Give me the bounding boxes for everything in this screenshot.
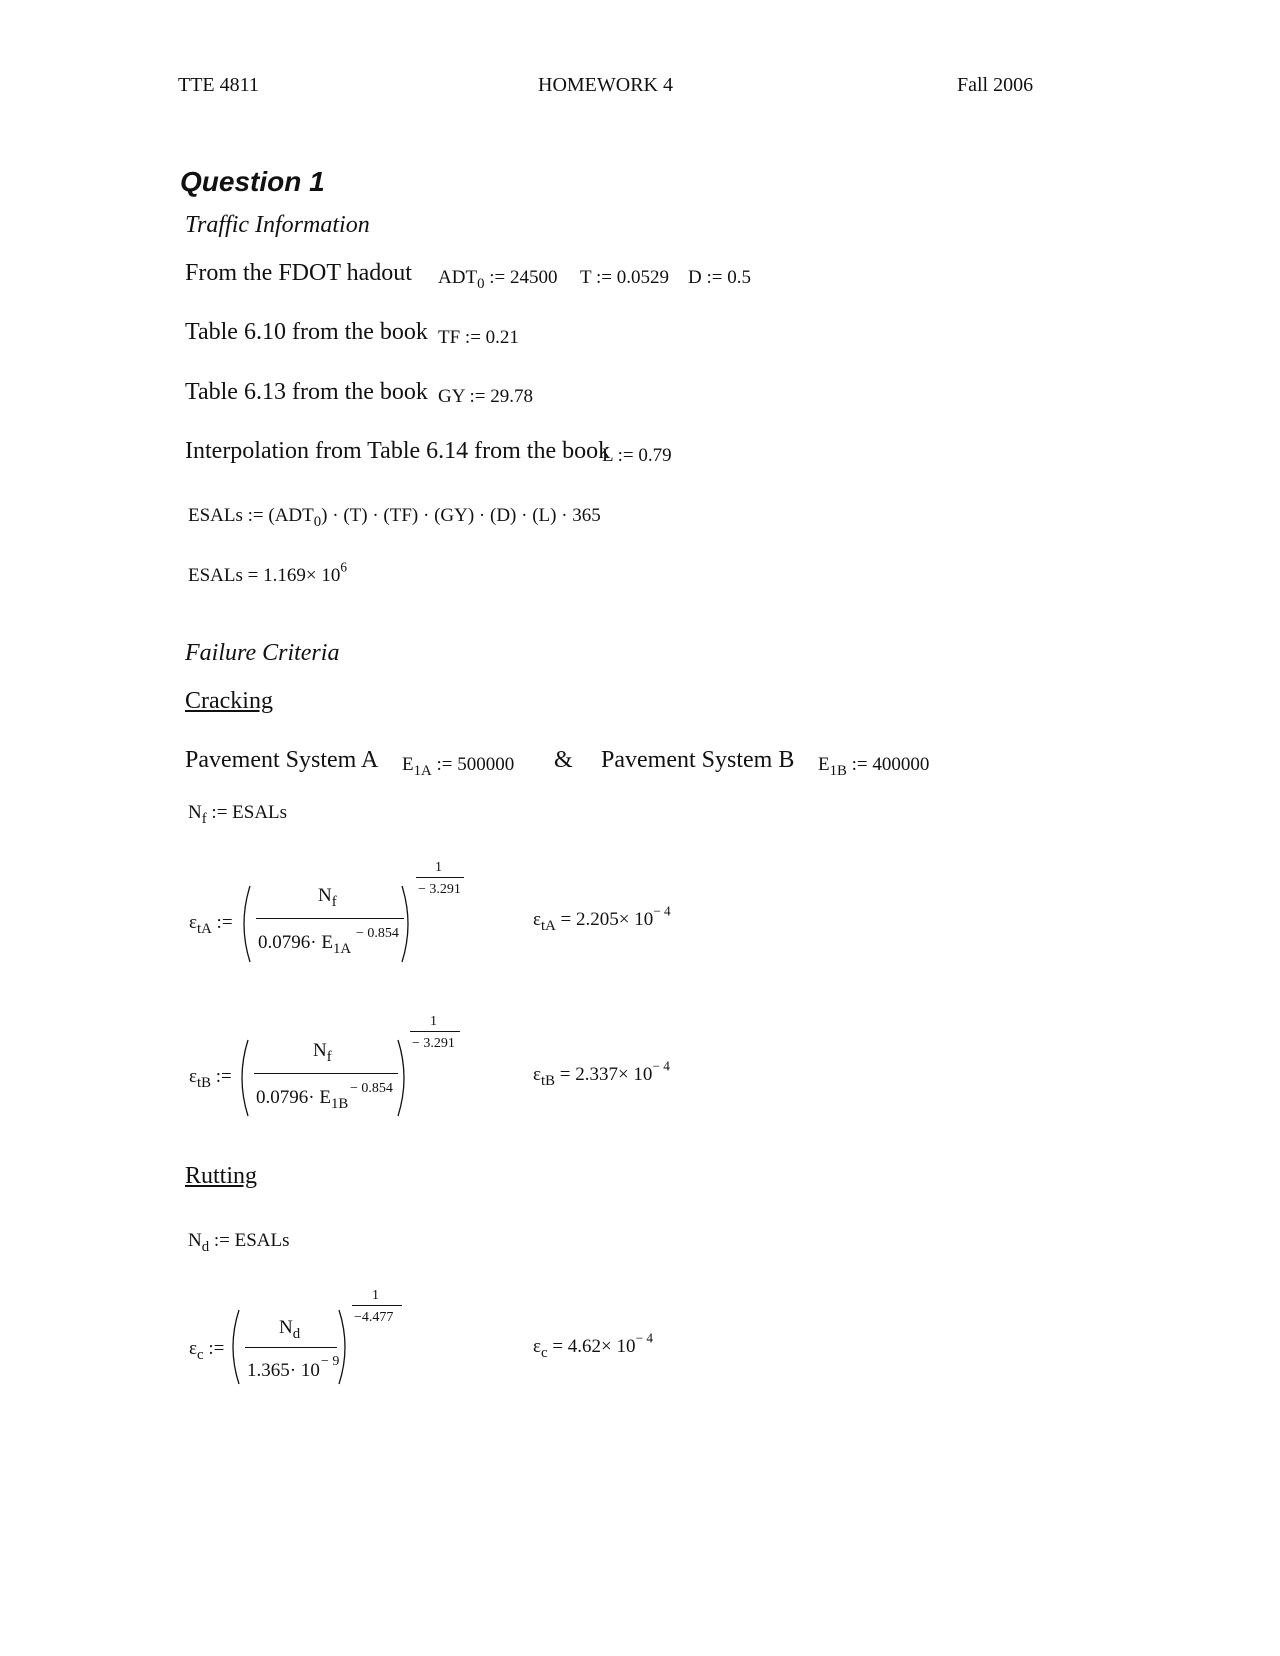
tf-expression: TF := 0.21 — [438, 327, 519, 348]
eps-ta-lhs: $\varepsilon_{tA}$ := — [189, 912, 233, 938]
eps-c-left-paren — [229, 1308, 241, 1386]
esals-result: ESALs = $1.169\times 10^6$ — [188, 559, 347, 586]
eps-c-lhs: $\varepsilon_c$ := — [189, 1338, 225, 1364]
e1b-expression: $E_{1B}$ := 400000 — [818, 754, 930, 780]
eps-ta-left-paren — [240, 884, 252, 964]
ampersand: & — [554, 747, 573, 773]
traffic-heading: Traffic Information — [185, 212, 370, 238]
document-title: HOMEWORK 4 — [538, 74, 673, 96]
fdot-label: From the FDOT hadout — [185, 260, 412, 286]
tf-label: Table 6.10 from the book — [185, 319, 428, 345]
eps-c-right-paren — [337, 1308, 349, 1386]
eps-tb-left-paren — [238, 1038, 250, 1118]
system-a-label: Pavement System A — [185, 747, 379, 773]
eps-tb-denominator: $0.0796\cdot E_{1B}$ — [256, 1087, 349, 1113]
course-code: TTE 4811 — [178, 74, 259, 96]
eps-ta-right-paren — [400, 884, 412, 964]
eps-tb-result: $\varepsilon_{tB} = 2.337\times 10^{- 4}$ — [533, 1058, 670, 1090]
eps-tb-lhs: $\varepsilon_{tB}$ := — [189, 1066, 232, 1092]
eps-ta-outer-exp-numerator: 1 — [435, 860, 442, 875]
eps-ta-numerator: $N_f$ — [318, 885, 337, 911]
eps-c-result: $\varepsilon_c = 4.62\times 10^{- 4}$ — [533, 1330, 653, 1362]
esals-definition: ESALs := $(ADT_0) \cdot (T) \cdot (TF) \cdot (GY) \cdot (D) \cdot (L) \cdot 365$ — [188, 505, 601, 531]
rutting-heading: Rutting — [185, 1163, 258, 1189]
eps-c-denominator-exponent: − 9 — [321, 1354, 340, 1369]
term-label: Fall 2006 — [957, 74, 1034, 96]
system-b-label: Pavement System B — [601, 747, 795, 773]
eps-ta-outer-exp-bar — [416, 877, 464, 878]
eps-tb-fraction-bar — [254, 1073, 398, 1074]
adt-expression: $ADT_0$ := 24500 — [438, 267, 558, 293]
eps-ta-denominator: $0.0796\cdot E_{1A}$ — [258, 932, 352, 958]
l-label: Interpolation from Table 6.14 from the book — [185, 438, 611, 464]
eps-tb-outer-exp-numerator: 1 — [430, 1014, 437, 1029]
gy-expression: GY := 29.78 — [438, 386, 533, 407]
eps-tb-right-paren — [396, 1038, 408, 1118]
question-title: Question 1 — [180, 166, 325, 197]
e1a-expression: $E_{1A}$ := 500000 — [402, 754, 515, 780]
d-expression: D := 0.5 — [688, 267, 751, 288]
eps-tb-outer-exp-denominator: − 3.291 — [412, 1036, 455, 1051]
eps-c-outer-exp-bar — [352, 1305, 402, 1306]
eps-ta-denominator-exponent: − 0.854 — [356, 926, 399, 941]
eps-ta-fraction-bar — [256, 918, 404, 919]
eps-ta-result: $\varepsilon_{tA} = 2.205\times 10^{- 4}$ — [533, 903, 671, 935]
nd-definition: $N_d$ := ESALs — [188, 1230, 290, 1256]
eps-c-numerator: $N_d$ — [279, 1317, 301, 1343]
eps-ta-outer-exp-denominator: − 3.291 — [418, 882, 461, 897]
failure-heading: Failure Criteria — [185, 640, 340, 666]
eps-tb-outer-exp-bar — [410, 1031, 460, 1032]
l-expression: L := 0.79 — [602, 445, 672, 466]
eps-c-fraction-bar — [245, 1347, 337, 1348]
eps-c-outer-exp-denominator: −4.477 — [354, 1310, 394, 1325]
eps-tb-denominator-exponent: − 0.854 — [350, 1081, 393, 1096]
eps-c-denominator: 1.365· 10 — [247, 1360, 320, 1381]
t-expression: T := 0.0529 — [580, 267, 670, 288]
gy-label: Table 6.13 from the book — [185, 379, 428, 405]
eps-tb-numerator: $N_f$ — [313, 1040, 332, 1066]
cracking-heading: Cracking — [185, 688, 273, 714]
nf-definition: $N_f$ := ESALs — [188, 802, 288, 828]
eps-c-outer-exp-numerator: 1 — [372, 1288, 379, 1303]
